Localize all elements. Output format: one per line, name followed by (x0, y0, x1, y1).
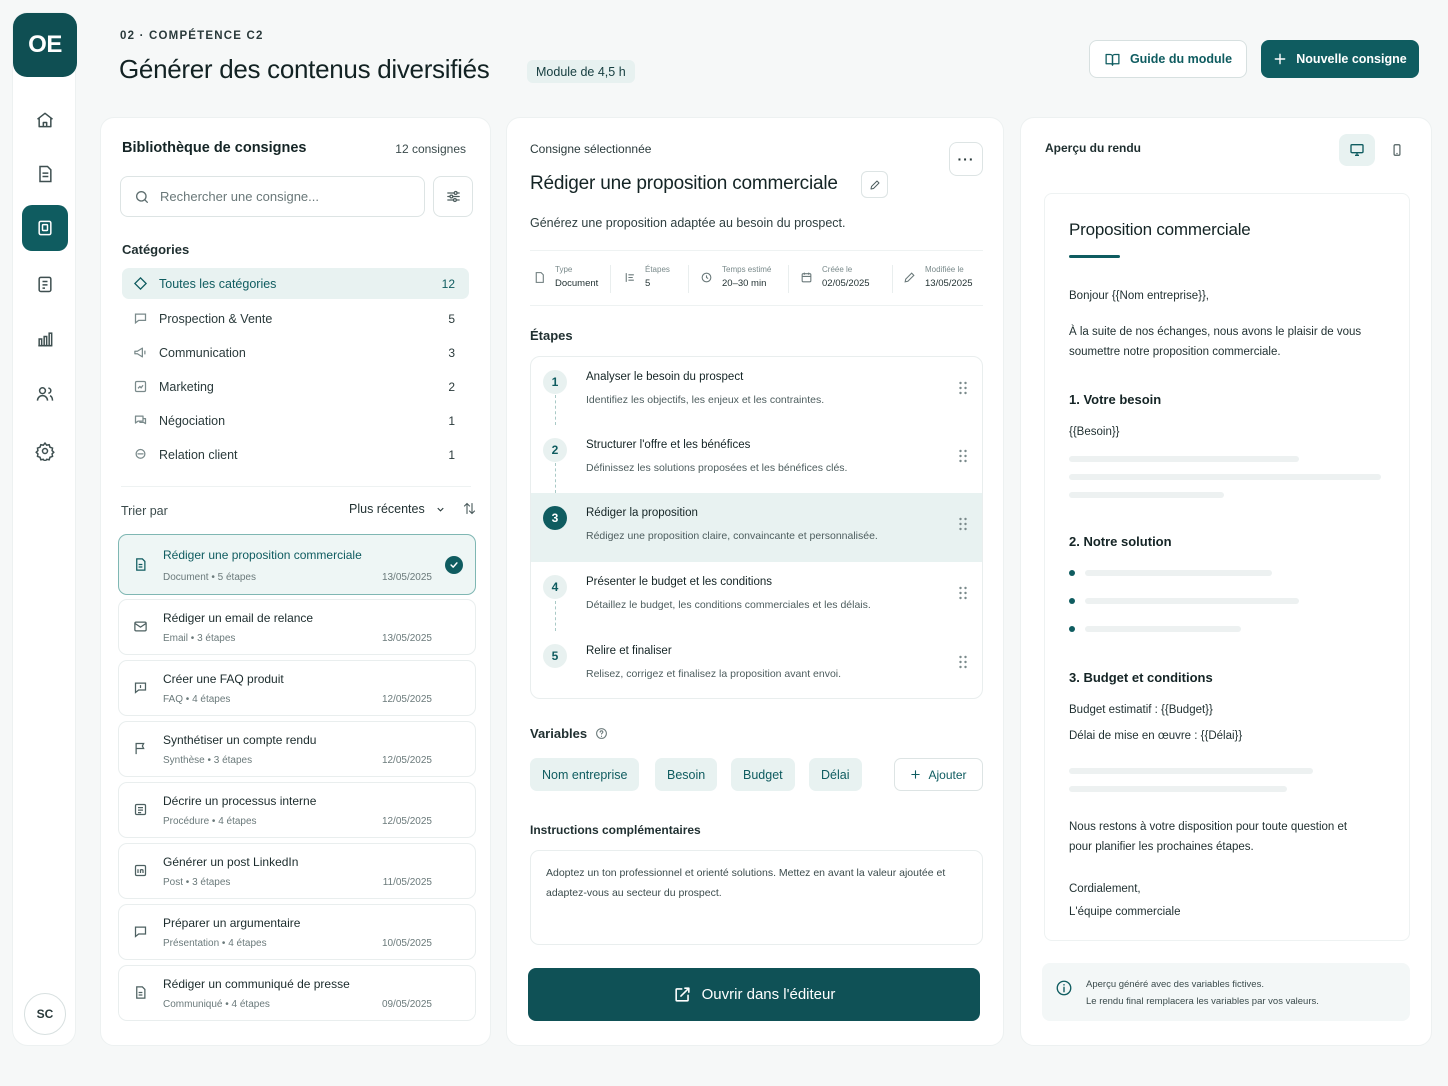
preview-panel (1020, 117, 1432, 1046)
tag-icon (132, 275, 149, 292)
skeleton-line (1085, 598, 1299, 604)
prompt-item-title: Préparer un argumentaire (163, 916, 301, 930)
step-number: 5 (543, 644, 567, 668)
detail-description: Générez une proposition adaptée au besoin du prospect. (530, 216, 846, 230)
category-negociation[interactable] (122, 405, 469, 436)
prompt-item-meta: Document • 5 étapes (163, 572, 256, 583)
step-item[interactable] (531, 425, 982, 494)
prompt-item-date: 11/05/2025 (382, 877, 432, 888)
prompt-book-icon (35, 218, 55, 238)
prompt-item-meta: Email • 3 étapes (163, 633, 236, 644)
edit-icon (903, 271, 916, 284)
chart-icon (132, 378, 149, 395)
chat-icon (132, 412, 149, 429)
settings-icon (35, 441, 55, 461)
category-count: 2 (448, 379, 455, 394)
step-description: Identifiez les objectifs, les enjeux et les contraintes. (586, 394, 825, 406)
prompt-item[interactable] (118, 599, 476, 655)
step-number: 4 (543, 575, 567, 599)
step-description: Détaillez le budget, les conditions commerciales et les délais. (586, 599, 871, 611)
list-icon (133, 802, 148, 817)
meta-value: 5 (645, 278, 651, 289)
sort-arrows-icon (462, 501, 477, 516)
prompt-item-title: Synthétiser un compte rendu (163, 733, 317, 747)
step-number: 1 (543, 370, 567, 394)
category-count: 3 (448, 345, 455, 360)
document-icon (133, 557, 148, 572)
sort-value: Plus récentes (349, 502, 425, 516)
prompt-item[interactable] (118, 904, 476, 960)
doc-section-heading: 1. Votre besoin (1069, 392, 1162, 407)
page-title: Générer des contenus diversifiés (119, 54, 490, 84)
calendar-icon (800, 271, 813, 284)
open-editor-label: Ouvrir dans l'éditeur (701, 986, 836, 1003)
search-placeholder: Rechercher une consigne... (160, 189, 319, 204)
prompt-item[interactable] (118, 721, 476, 777)
meta-modified (903, 265, 973, 289)
instructions-textarea[interactable]: Adoptez un ton professionnel et orienté solutions. Mettez en avant la valeur ajoutée et adaptez-vous au secteur du prospect. (530, 850, 983, 945)
category-label: Relation client (159, 447, 238, 462)
doc-delay-line: Délai de mise en œuvre : {{Délai}} (1069, 730, 1243, 742)
document-icon (35, 164, 55, 184)
prompt-item[interactable] (118, 534, 476, 595)
drag-handle-icon[interactable] (958, 449, 968, 463)
mail-icon (133, 619, 148, 634)
prompt-item-meta: Post • 3 étapes (163, 877, 231, 888)
doc-closing: Nous restons à votre disposition pour toute question et pour planifier les prochaines étapes. (1069, 821, 1348, 853)
library-panel (100, 117, 491, 1046)
category-communication[interactable] (122, 337, 469, 368)
prompt-item-date: 13/05/2025 (381, 633, 432, 644)
home-icon (35, 110, 55, 130)
plus-icon (1273, 52, 1287, 66)
doc-greeting: Bonjour {{Nom entreprise}}, (1069, 290, 1210, 302)
nav-documents[interactable] (22, 151, 68, 197)
book-open-icon (1104, 51, 1121, 68)
prompt-item-date: 10/05/2025 (381, 938, 432, 949)
meta-steps (623, 265, 670, 289)
preview-note-text (1086, 976, 1319, 1010)
meta-value: 02/05/2025 (822, 278, 870, 289)
drag-handle-icon[interactable] (958, 381, 968, 395)
drag-handle-icon[interactable] (958, 517, 968, 531)
megaphone-icon (132, 344, 149, 361)
skeleton-line (1069, 786, 1287, 792)
drag-handle-icon[interactable] (958, 655, 968, 669)
meta-strip (530, 250, 983, 306)
skeleton-line (1069, 492, 1224, 498)
info-icon (1055, 979, 1073, 997)
steps-icon (623, 271, 636, 284)
variable-chip[interactable]: Budget (731, 758, 795, 791)
category-marketing[interactable] (122, 371, 469, 402)
sidebar (12, 12, 76, 1046)
meta-separator (688, 265, 689, 293)
category-label: Marketing (159, 379, 214, 394)
prompt-item-title: Rédiger un email de relance (163, 611, 314, 625)
clipboard-icon (35, 274, 55, 294)
preview-document (1044, 193, 1410, 941)
prompt-item-meta: Communiqué • 4 étapes (163, 999, 270, 1010)
detail-title: Rédiger une proposition commerciale (530, 173, 838, 194)
document-icon (133, 985, 148, 1000)
user-avatar[interactable]: SC (24, 993, 66, 1035)
preview-note-line1: Aperçu généré avec des variables fictives. (1086, 979, 1264, 990)
step-number: 3 (543, 506, 567, 530)
instructions-title: Instructions complémentaires (530, 823, 701, 837)
meta-created (800, 265, 870, 289)
meta-key: Type (555, 265, 573, 274)
variables-title-label: Variables (530, 726, 588, 741)
category-label: Négociation (159, 413, 226, 428)
step-description: Rédigez une proposition claire, convaincante et personnalisée. (586, 530, 878, 542)
more-icon: ··· (957, 151, 975, 167)
users-icon (35, 384, 55, 404)
guide-button[interactable] (1089, 40, 1247, 78)
plus-icon (910, 769, 921, 780)
prompt-item-date: 12/05/2025 (381, 816, 432, 827)
category-count: 1 (448, 447, 455, 462)
step-title: Présenter le budget et les conditions (586, 576, 773, 588)
analytics-icon (35, 329, 55, 349)
step-item[interactable] (531, 562, 982, 631)
skeleton-line (1069, 456, 1299, 462)
chevron-down-icon (435, 504, 446, 515)
step-item[interactable] (531, 631, 982, 699)
category-count: 1 (448, 413, 455, 428)
search-icon (134, 189, 150, 205)
steps-title: Étapes (530, 328, 573, 343)
pencil-icon (869, 179, 881, 191)
bullet-dot (1069, 570, 1075, 576)
meta-key: Créée le (822, 265, 853, 274)
doc-title: Proposition commerciale (1069, 220, 1251, 239)
check-icon (445, 556, 463, 574)
nav-prompts[interactable] (22, 205, 68, 251)
prompt-item-title: Générer un post LinkedIn (163, 855, 299, 869)
category-label: Prospection & Vente (159, 311, 273, 326)
add-variable-label: Ajouter (928, 767, 967, 782)
doc-regards: Cordialement, (1069, 883, 1141, 895)
nav-settings[interactable] (22, 428, 68, 474)
prompt-item[interactable] (118, 782, 476, 838)
prompt-item-title: Rédiger un communiqué de presse (163, 977, 350, 991)
category-count: 5 (448, 311, 455, 326)
preview-note (1042, 963, 1410, 1021)
new-prompt-button[interactable] (1261, 40, 1419, 78)
drag-handle-icon[interactable] (958, 586, 968, 600)
skeleton-line (1085, 570, 1272, 576)
step-title: Rédiger la proposition (586, 507, 698, 519)
preview-note-line2: Le rendu final remplacera les variables par vos valeurs. (1086, 996, 1319, 1007)
prompt-item-meta: Procédure • 4 étapes (163, 816, 257, 827)
detail-label: Consigne sélectionnée (530, 142, 652, 156)
prompt-detail-panel (506, 117, 1004, 1046)
mobile-view-button[interactable] (1379, 134, 1415, 166)
prompt-item-date: 12/05/2025 (381, 694, 432, 705)
meta-type (533, 265, 598, 289)
category-label: Toutes les catégories (159, 276, 277, 291)
message-icon (132, 446, 149, 463)
page-kicker: 02 · COMPÉTENCE C2 (120, 30, 264, 42)
linkedin-icon (133, 863, 148, 878)
add-variable-button[interactable] (894, 758, 983, 791)
meta-key: Temps estimé (722, 265, 772, 274)
prompt-item[interactable] (118, 965, 476, 1021)
meta-separator (610, 265, 611, 293)
step-item[interactable] (531, 357, 982, 426)
help-icon[interactable] (595, 727, 608, 740)
variable-chip[interactable]: Besoin (655, 758, 717, 791)
open-editor-button[interactable] (528, 968, 980, 1021)
step-number: 2 (543, 438, 567, 462)
doc-intro: À la suite de nos échanges, nous avons le plaisir de vous soumettre notre proposition commerciale. (1069, 326, 1362, 358)
monitor-icon (1349, 142, 1365, 158)
prompt-item-date: 13/05/2025 (381, 572, 432, 583)
skeleton-line (1069, 768, 1313, 774)
step-title: Structurer l'offre et les bénéfices (586, 439, 751, 451)
preview-title: Aperçu du rendu (1045, 141, 1142, 155)
library-count: 12 consignes (395, 142, 466, 156)
module-badge: Module de 4,5 h (527, 60, 635, 83)
skeleton-line (1069, 474, 1381, 480)
sliders-icon (445, 188, 462, 205)
sort-select[interactable] (349, 502, 446, 516)
prompt-item-date: 12/05/2025 (381, 755, 432, 766)
doc-section-heading: 3. Budget et conditions (1069, 670, 1213, 685)
variable-chip[interactable]: Délai (809, 758, 862, 791)
chat-icon (133, 924, 148, 939)
category-prospection[interactable] (122, 303, 469, 334)
divider (121, 486, 471, 487)
category-relation-client[interactable] (122, 439, 469, 470)
step-title: Relire et finaliser (586, 645, 672, 657)
doc-section-heading: 2. Notre solution (1069, 534, 1172, 549)
smartphone-icon (1390, 142, 1404, 158)
category-label: Communication (159, 345, 246, 360)
prompt-item-meta: Présentation • 4 étapes (163, 938, 267, 949)
variable-chip[interactable]: Nom entreprise (530, 758, 639, 791)
app-logo[interactable]: OE (13, 13, 77, 77)
category-count: 12 (441, 276, 455, 291)
sort-order-button[interactable] (462, 501, 477, 516)
prompt-item-title: Créer une FAQ produit (163, 672, 284, 686)
prompt-item-title: Rédiger une proposition commerciale (163, 548, 362, 562)
prompt-item-date: 09/05/2025 (381, 999, 432, 1010)
bullet-dot (1069, 626, 1075, 632)
search-input[interactable] (120, 176, 425, 217)
categories-title: Catégories (122, 242, 190, 257)
flag-icon (133, 741, 148, 756)
meta-key: Modifiée le (925, 265, 964, 274)
step-description: Définissez les solutions proposées et les bénéfices clés. (586, 462, 848, 474)
document-icon (533, 271, 546, 284)
more-options-button[interactable] (949, 142, 983, 176)
target-icon (132, 310, 149, 327)
bullet-dot (1069, 598, 1075, 604)
clock-icon (700, 271, 713, 284)
variables-title (530, 726, 608, 741)
meta-value: Document (555, 278, 599, 289)
library-title: Bibliothèque de consignes (122, 140, 307, 156)
prompt-item[interactable] (118, 843, 476, 899)
meta-time (700, 265, 771, 289)
meta-separator (788, 265, 789, 293)
guide-button-label: Guide du module (1129, 52, 1233, 66)
faq-icon (133, 680, 148, 695)
nav-clipboard[interactable] (22, 261, 68, 307)
meta-value: 13/05/2025 (925, 278, 973, 289)
nav-analytics[interactable] (22, 316, 68, 362)
meta-value: 20–30 min (722, 278, 767, 289)
new-prompt-button-label: Nouvelle consigne (1296, 52, 1407, 66)
meta-separator (892, 265, 893, 293)
prompt-item-meta: FAQ • 4 étapes (163, 694, 231, 705)
external-link-icon (673, 985, 692, 1004)
doc-budget-line: Budget estimatif : {{Budget}} (1069, 704, 1213, 716)
nav-users[interactable] (22, 371, 68, 417)
step-description: Relisez, corrigez et finalisez la proposition avant envoi. (586, 668, 842, 680)
desktop-view-button[interactable] (1339, 134, 1375, 166)
step-item[interactable] (531, 493, 982, 562)
sort-label: Trier par (121, 504, 168, 518)
prompt-item-title: Décrire un processus interne (163, 794, 317, 808)
prompt-item-meta: Synthèse • 3 étapes (163, 755, 253, 766)
prompt-item[interactable] (118, 660, 476, 716)
skeleton-line (1085, 626, 1241, 632)
meta-key: Étapes (645, 265, 670, 274)
doc-variable: {{Besoin}} (1069, 426, 1120, 438)
filter-button[interactable] (433, 176, 473, 217)
steps-list (530, 356, 983, 699)
nav-home[interactable] (22, 97, 68, 143)
doc-signature: L'équipe commerciale (1069, 906, 1181, 918)
step-title: Analyser le besoin du prospect (586, 371, 744, 383)
category-all[interactable] (122, 268, 469, 299)
doc-title-underline (1069, 255, 1120, 258)
edit-title-button[interactable] (861, 171, 888, 198)
